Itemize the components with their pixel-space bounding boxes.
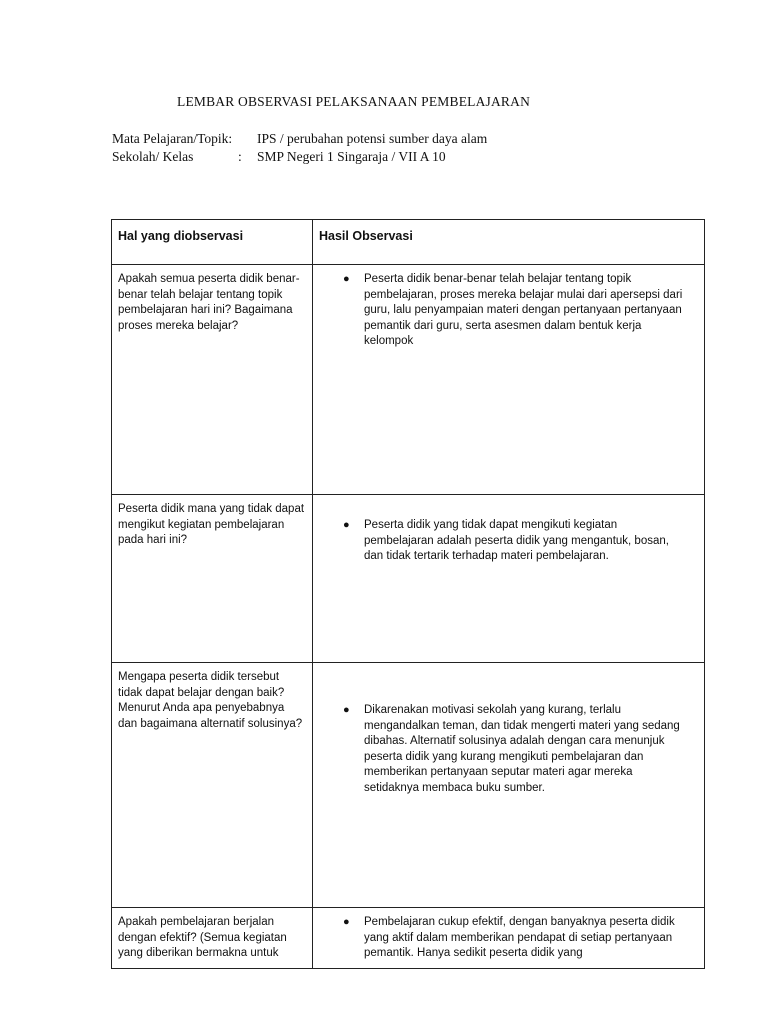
answer-bullet-item (319, 272, 698, 350)
answer-cell (313, 908, 705, 969)
question-cell: Mengapa peserta didik tersebut tidak dapat belajar dengan baik? Menurut Anda apa penyebabnya dan bagaimana alternatif solusinya? (112, 663, 313, 908)
answer-cell (313, 495, 705, 663)
meta-value-school: SMP Negeri 1 Singaraja / VII A 10 (257, 149, 446, 164)
table-row (112, 495, 705, 663)
bullet-icon: ● (343, 916, 350, 928)
answer-text: Pembelajaran cukup efektif, dengan banyaknya peserta didik yang aktif dalam memberikan pendapat di setiap pertanyaan pemantik. Hanya sedikit peserta didik yang (364, 916, 675, 960)
question-cell: Apakah pembelajaran berjalan dengan efektif? (Semua kegiatan yang diberikan bermakna untuk (112, 908, 313, 969)
table-row (112, 265, 705, 495)
answer-text: Dikarenakan motivasi sekolah yang kurang, terlalu mengandalkan teman, dan tidak mengerti materi yang sedang dibahas. Alternatif solusinya adalah dengan cara menunjuk peserta didik yang kurang mengikuti pembelajaran dan memberikan pertanyaan seputar materi agar mereka setidaknya membaca buku sumber. (364, 704, 680, 794)
answer-bullet-item (319, 703, 698, 797)
meta-label-subject: Mata Pelajaran/Topik: (112, 131, 233, 146)
answer-bullet-item (319, 518, 698, 565)
meta-label-school: Sekolah/ Kelas (112, 149, 194, 164)
table-row (112, 663, 705, 908)
header-observed-items: Hal yang diobservasi (112, 220, 313, 265)
bullet-icon: ● (343, 704, 350, 716)
table-row (112, 908, 705, 969)
answer-cell (313, 663, 705, 908)
question-cell: Apakah semua peserta didik benar-benar telah belajar tentang topik pembelajaran hari ini? Bagaimana proses mereka belajar? (112, 265, 313, 495)
table-header-row (112, 220, 705, 265)
observation-table (111, 219, 705, 969)
bullet-icon: ● (343, 519, 350, 531)
answer-bullet-item (319, 915, 698, 962)
answer-text: Peserta didik yang tidak dapat mengikuti kegiatan pembelajaran adalah peserta didik yang mengantuk, bosan, dan tidak tertarik terhadap materi pembelajaran. (364, 519, 669, 563)
answer-cell (313, 265, 705, 495)
header-observation-results: Hasil Observasi (313, 220, 705, 265)
meta-value-subject: IPS / perubahan potensi sumber daya alam (257, 131, 488, 146)
document-title: LEMBAR OBSERVASI PELAKSANAAN PEMBELAJARAN (177, 94, 531, 109)
meta-colon-school: : (238, 149, 242, 164)
answer-text: Peserta didik benar-benar telah belajar tentang topik pembelajaran, proses mereka belajar mulai dari apersepsi dari guru, lalu penyampaian materi dengan pertanyaan pertanyaan pemantik dari guru, serta asesmen dalam bentuk kerja kelompok (364, 273, 683, 348)
bullet-icon: ● (343, 273, 350, 285)
question-cell: Peserta didik mana yang tidak dapat mengikut kegiatan pembelajaran pada hari ini? (112, 495, 313, 663)
